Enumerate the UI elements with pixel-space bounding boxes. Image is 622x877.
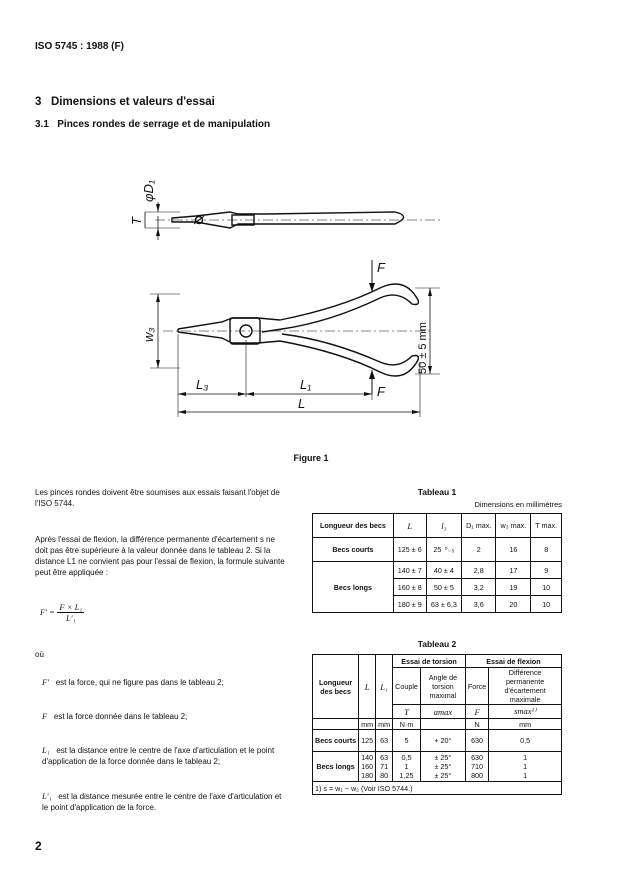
- row-label: Becs longs: [313, 752, 359, 782]
- label-l1: L₁: [300, 377, 312, 392]
- ou-label: où: [35, 650, 44, 659]
- cell: + 20°: [420, 730, 465, 752]
- cell: 63: [376, 730, 393, 752]
- row-label: Becs courts: [313, 538, 394, 562]
- header-cell: L: [359, 655, 376, 719]
- unit-cell: mm: [376, 719, 393, 730]
- subsection-number: 3.1: [35, 119, 49, 130]
- formula: [40, 602, 84, 623]
- cell: 25 ⁰₋₅: [426, 538, 461, 562]
- subsection-title: Pinces rondes de serrage et de manipulation: [57, 119, 271, 130]
- table1-units: Dimensions en millimètres: [474, 500, 562, 509]
- header-cell: Différence permanente d'écartement maximale: [489, 668, 562, 705]
- definition-symbol: L′₁: [42, 791, 52, 801]
- cell: 125: [359, 730, 376, 752]
- cell: 1 1 1: [489, 752, 562, 782]
- cell: 16: [496, 538, 531, 562]
- header-group: Essai de torsion: [393, 655, 466, 668]
- cell: 140 160 180: [359, 752, 376, 782]
- cell: 630: [465, 730, 488, 752]
- definition-item: [42, 791, 285, 813]
- definition-item: [42, 745, 285, 767]
- table-row: [313, 752, 562, 782]
- cell: 140 ± 7: [393, 562, 426, 579]
- header-cell: Longueur des becs: [313, 655, 359, 719]
- header-cell: L₁: [376, 655, 393, 719]
- symbol-cell: T: [393, 705, 421, 719]
- symbol-cell: F: [465, 705, 488, 719]
- unit-cell: [420, 719, 465, 730]
- definition-text: est la distance mesurée entre le centre de l'axe d'articulation et le point d'application de la force.: [42, 792, 282, 812]
- cell: 40 ± 4: [426, 562, 461, 579]
- cell: 0,5: [489, 730, 562, 752]
- subsection-heading: [35, 119, 270, 130]
- header-cell: D₁ max.: [462, 514, 496, 538]
- header-cell: L: [393, 514, 426, 538]
- table1: [312, 513, 562, 613]
- cell: ± 25° ± 25° ± 25°: [420, 752, 465, 782]
- cell: 63 71 80: [376, 752, 393, 782]
- unit-cell: N·m: [393, 719, 421, 730]
- table2-caption: Tableau 2: [417, 639, 457, 649]
- cell: 9: [531, 562, 562, 579]
- header-cell: l₃: [426, 514, 461, 538]
- cell: 2: [462, 538, 496, 562]
- header-cell: Angle de torsion maximal: [420, 668, 465, 705]
- figure-caption: Figure 1: [293, 453, 329, 463]
- label-f-top: F: [377, 260, 385, 275]
- unit-cell: mm: [489, 719, 562, 730]
- definition-text: est la distance entre le centre de l'axe d'articulation et le point d'application de la force donnée dans le tableau 2;: [42, 746, 275, 766]
- table-row: [313, 562, 562, 579]
- formula-numerator: F × L₁: [59, 602, 83, 612]
- row-label: Becs courts: [313, 730, 359, 752]
- table1-caption: Tableau 1: [417, 487, 457, 497]
- symbol-cell: αmax: [420, 705, 465, 719]
- footnote: 1) s = w₁ − w₂ (Voir ISO 5744.): [313, 782, 562, 795]
- cell: 8: [531, 538, 562, 562]
- table2: [312, 654, 562, 795]
- header-group: Essai de flexion: [465, 655, 561, 668]
- section-title: Dimensions et valeurs d'essai: [51, 96, 215, 108]
- cell: 0,5 1 1,25: [393, 752, 421, 782]
- cell: 3,2: [462, 579, 496, 596]
- label-f-bottom: F: [377, 384, 385, 399]
- table-row: [313, 730, 562, 752]
- cell: 5: [393, 730, 421, 752]
- cell: 3,6: [462, 596, 496, 613]
- label-l3: L₃: [196, 377, 209, 392]
- formula-denominator: L′₁: [66, 613, 76, 623]
- label-50mm: 50 ± 5 mm: [417, 322, 429, 374]
- table-row: [313, 655, 562, 668]
- cell: 180 ± 9: [393, 596, 426, 613]
- definition-text: est la force donnée dans le tableau 2;: [53, 712, 188, 721]
- cell: 10: [531, 596, 562, 613]
- paragraph-2: Après l'essai de flexion, la différence permanente d'écartement s ne doit pas être supérieure à la valeur donnée dans le tableau 2. Si la distance L1 ne convient pas pour l'essai de flexion, la formule suivante peut être appliquée :: [35, 535, 285, 577]
- table-row: [313, 538, 562, 562]
- cell: 63 ± 6,3: [426, 596, 461, 613]
- formula-fraction: [57, 602, 84, 623]
- header-cell: w₃ max.: [496, 514, 531, 538]
- table-row: [313, 782, 562, 795]
- definition-text: est la force, qui ne figure pas dans le tableau 2;: [55, 678, 224, 687]
- table-row: [313, 719, 562, 730]
- unit-cell: mm: [359, 719, 376, 730]
- label-w3: w₃: [141, 327, 156, 342]
- symbol-cell: smax¹⁾: [489, 705, 562, 719]
- cell: 19: [496, 579, 531, 596]
- definition-symbol: F: [42, 711, 48, 721]
- header-cell: T max.: [531, 514, 562, 538]
- cell: [313, 719, 359, 730]
- cell: 160 ± 8: [393, 579, 426, 596]
- cell: 630 710 800: [465, 752, 488, 782]
- doc-header: ISO 5745 : 1988 (F): [35, 41, 124, 52]
- paragraph-1: Les pinces rondes doivent être soumises aux essais faisant l'objet de l'ISO 5744.: [35, 488, 280, 508]
- section-number: 3: [35, 96, 42, 108]
- label-d1: φD₁: [141, 180, 156, 202]
- definition-item: [42, 677, 285, 688]
- header-cell: Longueur des becs: [313, 514, 394, 538]
- header-cell: Force: [465, 668, 488, 705]
- definition-item: [42, 711, 285, 722]
- cell: 50 ± 5: [426, 579, 461, 596]
- unit-cell: N: [465, 719, 488, 730]
- label-l: L: [298, 396, 306, 411]
- page-number: 2: [35, 839, 42, 853]
- label-t: T: [129, 217, 144, 225]
- cell: 17: [496, 562, 531, 579]
- cell: 125 ± 6: [393, 538, 426, 562]
- definition-symbol: F': [42, 677, 50, 687]
- cell: 10: [531, 579, 562, 596]
- row-label: Becs longs: [313, 562, 394, 613]
- cell: 2,8: [462, 562, 496, 579]
- cell: 20: [496, 596, 531, 613]
- section-heading: [35, 96, 215, 108]
- definition-symbol: L₁: [42, 745, 50, 755]
- pliers-drawing: [0, 172, 622, 442]
- table-row: [313, 514, 562, 538]
- formula-lhs: F' =: [40, 606, 55, 617]
- header-cell: Couple: [393, 668, 421, 705]
